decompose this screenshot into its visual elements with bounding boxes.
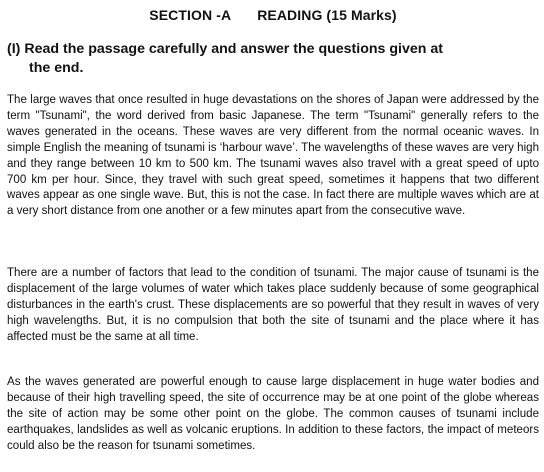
section-title: READING (15 Marks) <box>257 7 397 23</box>
instruction-line-2: the end. <box>29 60 84 76</box>
section-heading <box>7 7 539 23</box>
passage-paragraph-3: As the waves generated are powerful enough to cause large displacement in huge water bodies and because of their high travelling speed, the site of occurrence may be at one point of the globe whereas the site of action may be some other point on the globe. The common causes of tsunami include earthquakes, landslides as well as volcanic eruptions. In addition to these factors, the impact of meteors could also be the reason for tsunami sometimes. <box>7 376 539 452</box>
section-label: SECTION -A <box>149 7 232 23</box>
passage-paragraph-1: The large waves that once resulted in huge devastations on the shores of Japan were addressed by the term "Tsunami", the word derived from basic Japanese. The term "Tsunami" generally refers to the waves generated in the oceans. These waves are very different from the normal oceanic waves. In simple English the meaning of tsunami is ‘harbour wave’. The wavelengths of these waves are very high and they range between 10 km to 500 km. The tsunami waves also travel with a great speed of upto 700 km per hour. Since, they travel with such great speed, sometimes it happens that two different waves appear as one single wave. But, this is not the case. In fact there are multiple waves which are at a very short distance from one another or a few minutes apart from the consecutive wave. <box>7 94 539 218</box>
passage-paragraph-2: There are a number of factors that lead to the condition of tsunami. The major cause of tsunami is the displacement of the large volumes of water which takes place suddenly because of some geographical disturbances in the earth's crust. These displacements are so powerful that they result in waves of very high wavelengths. But, it is no compulsion that both the site of tsunami and the place where it has affected must be the same at all time. <box>7 267 539 343</box>
reading-instruction <box>7 40 539 78</box>
instruction-line-1: (I) Read the passage carefully and answer the questions given at <box>7 41 443 57</box>
